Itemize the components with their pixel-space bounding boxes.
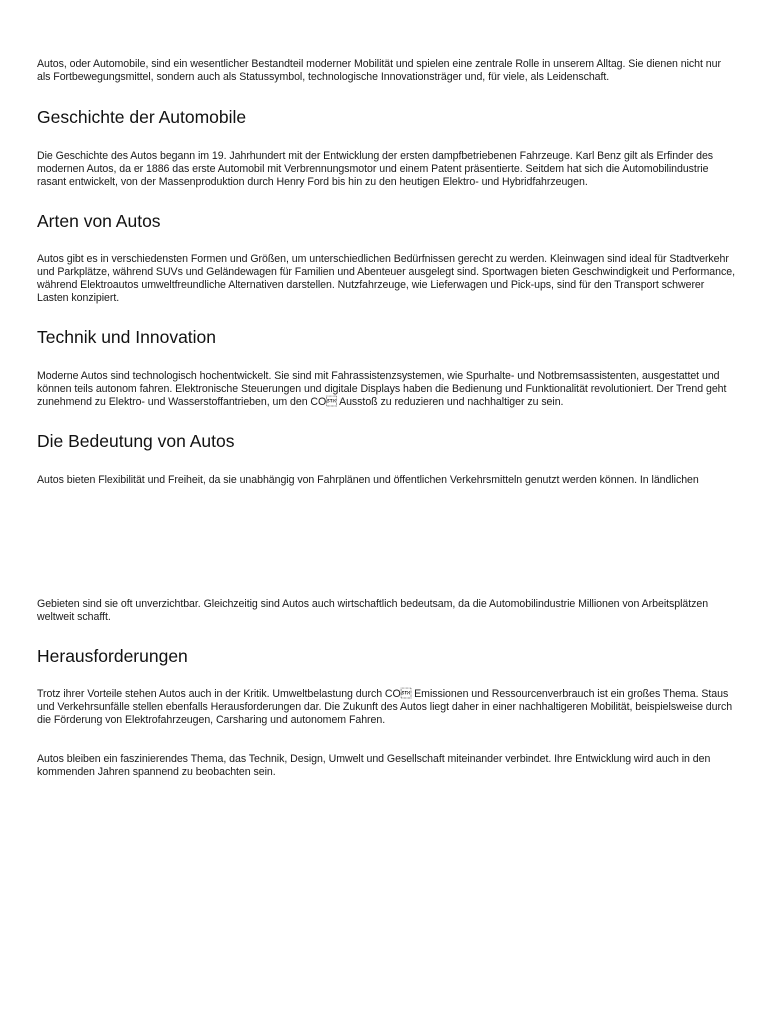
heading-arten: Arten von Autos xyxy=(37,211,161,231)
paragraph-technik-text: Moderne Autos sind technologisch hochentwickelt. Sie sind mit Fahrassistenzsystemen, wie Spurhalte- und Notbremsassistenten, ausgestattet und können teils autonom fahren. Elektronische Steuerungen und digitale Displays haben die Bedienung und Funktionalität revolutioniert. Der Trend geht zunehmend zu Elektro- und Wasserstoffantrieben, um den CO Ausstoß zu reduzieren und nachhaltiger zu sein. xyxy=(37,370,727,408)
paragraph-arten xyxy=(37,253,737,305)
heading-bedeutung: Die Bedeutung von Autos xyxy=(37,431,235,451)
paragraph-bedeutung-text-2: Gebieten sind sie oft unverzichtbar. Gleichzeitig sind Autos auch wirtschaftlich bedeutsam, da die Automobilindustrie Millionen von Arbeitsplätzen weltweit schafft. xyxy=(37,598,709,623)
paragraph-bedeutung-text-1: Autos bieten Flexibilität und Freiheit, da sie unabhängig von Fahrplänen und öffentlichen Verkehrsmitteln genutzt werden können. In ländlichen xyxy=(37,474,699,486)
paragraph-geschichte xyxy=(37,150,737,189)
paragraph-herausforderungen-text: Trotz ihrer Vorteile stehen Autos auch in der Kritik. Umweltbelastung durch CO Emissionen und Ressourcenverbrauch ist ein großes Thema. Staus und Verkehrsunfälle stellen ebenfalls Herausforderungen dar. Die Zukunft des Autos liegt daher in einer nachhaltigeren Mobilität, beispielsweise durch die Förderung von Elektrofahrzeugen, Carsharing und autonomem Fahren. xyxy=(37,688,733,726)
conclusion-paragraph xyxy=(37,753,737,779)
intro-paragraph xyxy=(37,58,737,84)
paragraph-arten-text: Autos gibt es in verschiedensten Formen und Größen, um unterschiedlichen Bedürfnissen gerecht zu werden. Kleinwagen sind ideal für Stadtverkehr und Parkplätze, während SUVs und Geländewagen für Familien und Abenteuer ausgelegt sind. Sportwagen bieten Geschwindigkeit und Performance, während Elektroautos umweltfreundliche Alternativen darstellen. Nutzfahrzeuge, wie Lieferwagen und Pick-ups, sind für den Transport schwerer Lasten konzipiert. xyxy=(37,253,735,304)
paragraph-technik xyxy=(37,370,737,409)
paragraph-bedeutung-part1 xyxy=(37,474,737,487)
paragraph-geschichte-text: Die Geschichte des Autos begann im 19. Jahrhundert mit der Entwicklung der ersten dampfbetriebenen Fahrzeuge. Karl Benz gilt als Erfinder des modernen Autos, da er 1886 das erste Automobil mit Verbrennungsmotor und einem Patent präsentierte. Seitdem hat sich die Automobilindustrie rasant entwickelt, von der Massenproduktion durch Henry Ford bis hin zu den heutigen Elektro- und Hybridfahrzeugen. xyxy=(37,150,714,188)
heading-geschichte: Geschichte der Automobile xyxy=(37,107,247,127)
intro-text: Autos, oder Automobile, sind ein wesentlicher Bestandteil moderner Mobilität und spielen eine zentrale Rolle in unserem Alltag. Sie dienen nicht nur als Fortbewegungsmittel, sondern auch als Statussymbol, technologische Innovationsträger und, für viele, als Leidenschaft. xyxy=(37,58,721,83)
conclusion-text: Autos bleiben ein faszinierendes Thema, das Technik, Design, Umwelt und Gesellschaft miteinander verbindet. Ihre Entwicklung wird auch in den kommenden Jahren spannend zu beobachten sein. xyxy=(37,753,711,778)
heading-herausforderungen: Herausforderungen xyxy=(37,646,188,666)
paragraph-bedeutung-part2 xyxy=(37,598,737,624)
paragraph-herausforderungen xyxy=(37,688,737,727)
heading-technik: Technik und Innovation xyxy=(37,327,217,347)
